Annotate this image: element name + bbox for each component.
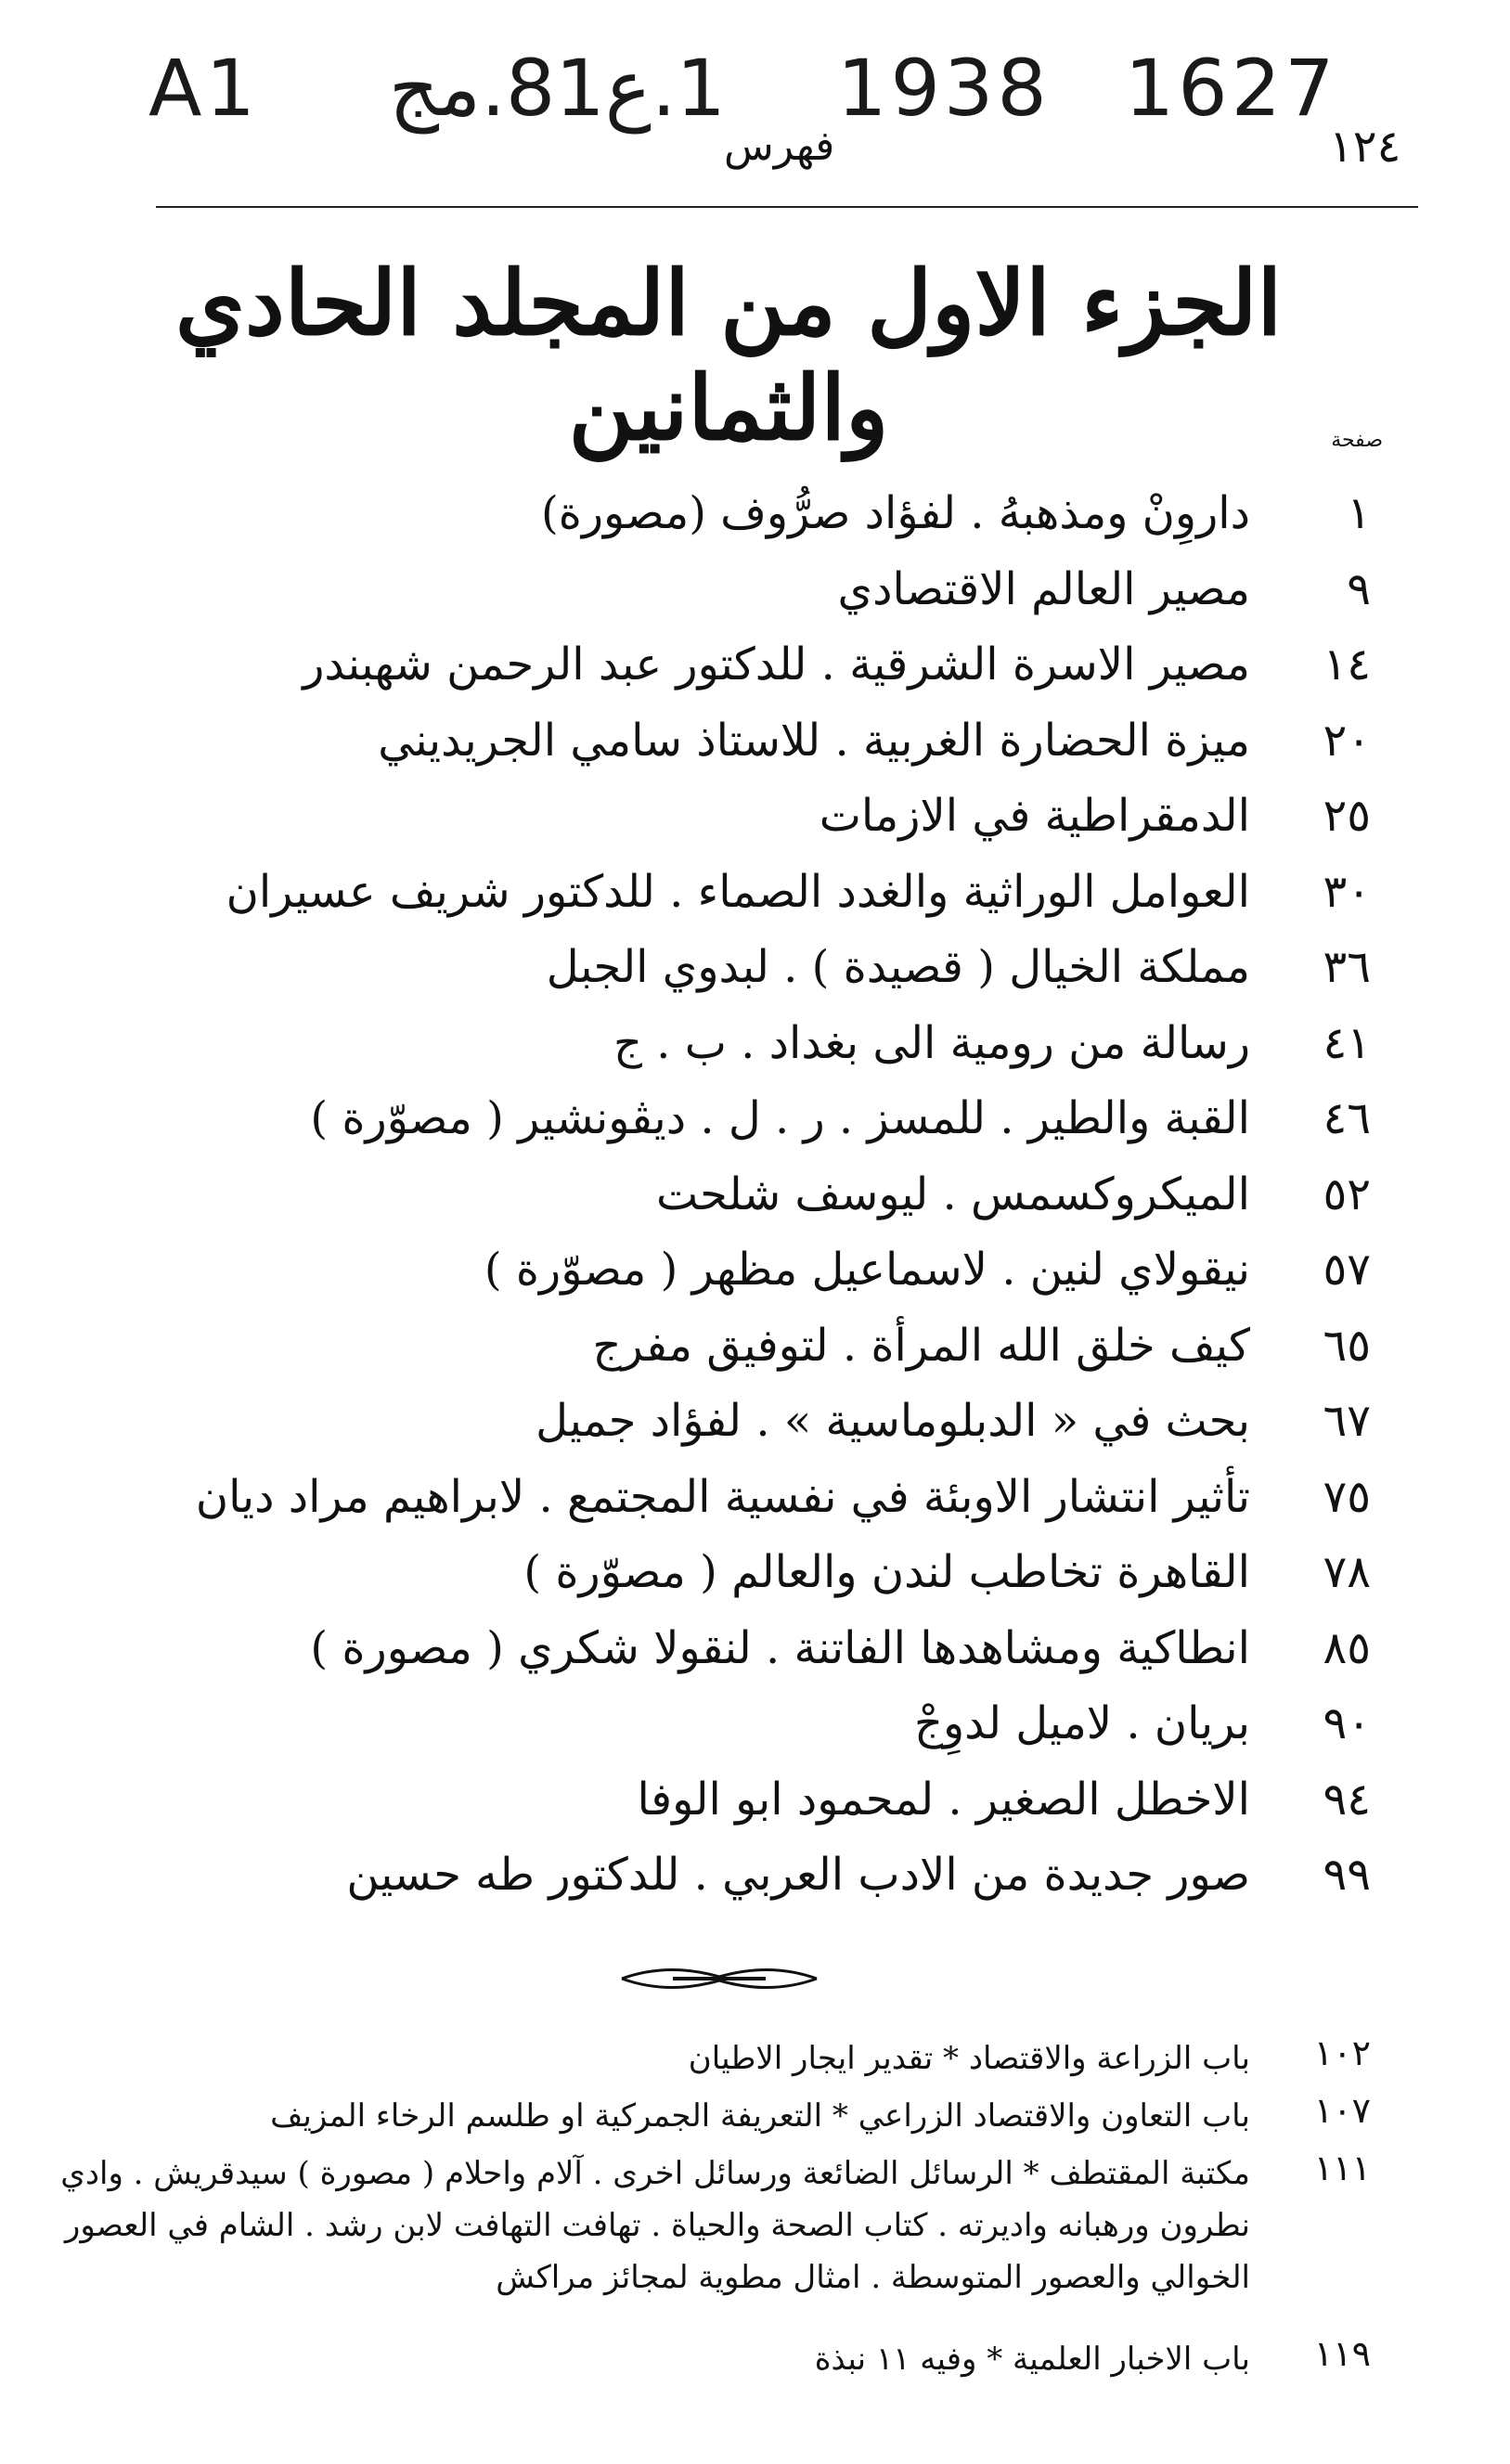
section-page: ١١١	[1313, 2148, 1371, 2188]
toc-title: مصير العالم الاقتصادي	[837, 562, 1250, 615]
toc-title: القاهرة تخاطب لندن والعالم ( مصوّرة )	[523, 1546, 1250, 1598]
toc-title: العوامل الوراثية والغدد الصماء . للدكتور شريف عسيران	[226, 865, 1250, 918]
toc-entry	[0, 1471, 1510, 1547]
page-number: ١٢٤	[1329, 121, 1401, 173]
toc-page: ٥٢	[1323, 1167, 1371, 1220]
toc-entry	[0, 790, 1510, 866]
toc-title: الميكروكسمس . ليوسف شلحت	[655, 1167, 1250, 1220]
section-page: ١٠٢	[1313, 2032, 1371, 2073]
toc-entry	[0, 487, 1510, 563]
toc-title: صور جديدة من الادب العربي . للدكتور طه حسين	[346, 1849, 1250, 1901]
toc-page: ٦٧	[1323, 1395, 1371, 1447]
toc-entry	[0, 1622, 1510, 1698]
section-divider-ornament	[617, 1960, 821, 1997]
section-title: مكتبة المقتطف * الرسائل الضائعة ورسائل اخرى . آلام واحلام ( مصورة ) سيدقريش . وادي نطرون ورهبانه واديرته . كتاب الصحة والحياة . تهافت التهافت لابن رشد . الشام في العصور الخوالي والعصور المتوسطة . امثال مطوية لمجائز مراكش	[60, 2155, 1250, 2296]
toc-heading: الجزء الاول من المجلد الحادي والثمانين	[174, 251, 1283, 460]
toc-title: رسالة من رومية الى بغداد . ب . ج	[613, 1016, 1250, 1069]
toc-entry	[0, 1697, 1510, 1774]
toc-title: القبة والطير . للمسز . ر . ل . ديڤونشير ( مصوّرة )	[310, 1092, 1250, 1144]
section-title: باب الزراعة والاقتصاد * تقدير ايجار الاطيان	[688, 2040, 1250, 2077]
page-column-label: صفحة	[1331, 429, 1383, 452]
toc-title: بريان . لاميل لدوِجْ	[913, 1697, 1250, 1749]
toc-page: ٢٥	[1323, 790, 1371, 842]
toc-page: ٣٦	[1323, 941, 1371, 993]
toc-title: داروِنْ ومذهبهُ . لفؤاد صرُّوف (مصورة)	[541, 487, 1250, 539]
toc-page: ١	[1347, 487, 1371, 539]
section-page: ١٠٧	[1313, 2090, 1371, 2131]
toc-title: تأثير انتشار الاوبئة في نفسية المجتمع . لابراهيم مراد ديان	[195, 1470, 1250, 1523]
section-entry	[0, 2090, 1510, 2148]
running-title: فهرس	[724, 123, 835, 170]
section-entry	[0, 2148, 1510, 2333]
toc-page: ٣٠	[1323, 865, 1371, 918]
toc-entry	[0, 866, 1510, 942]
toc-page: ٨٥	[1323, 1621, 1371, 1674]
toc-title: مصير الاسرة الشرقية . للدكتور عبد الرحمن شهبندر	[303, 639, 1250, 690]
toc-entry	[0, 1244, 1510, 1320]
toc-entry	[0, 1168, 1510, 1245]
toc-entry	[0, 1849, 1510, 1925]
toc-entry	[0, 941, 1510, 1017]
toc-page: ٢٠	[1323, 714, 1371, 767]
toc-entry	[0, 1395, 1510, 1471]
toc-page: ٩	[1347, 562, 1371, 615]
toc-page: ٤٦	[1323, 1092, 1371, 1144]
toc-entry	[0, 1774, 1510, 1850]
toc-page: ١٤	[1323, 639, 1371, 690]
toc-entry	[0, 715, 1510, 791]
page-header	[0, 119, 1510, 193]
section-entry	[0, 2333, 1510, 2389]
toc-page: ٤١	[1323, 1016, 1371, 1069]
section-title: باب التعاون والاقتصاد الزراعي * التعريفة الجمركية او طلسم الرخاء المزيف	[270, 2097, 1250, 2135]
toc-title: الاخطل الصغير . لمحمود ابو الوفا	[637, 1773, 1250, 1825]
section-page: ١١٩	[1313, 2333, 1371, 2374]
toc-title: نيقولاي لنين . لاسماعيل مظهر ( مصوّرة )	[484, 1244, 1250, 1296]
toc-entry	[0, 1546, 1510, 1622]
handwritten-year: 1938	[837, 43, 1051, 134]
toc-title: ميزة الحضارة الغربية . للاستاذ سامي الجريديني	[378, 714, 1250, 767]
toc-page: ٩٤	[1323, 1773, 1371, 1825]
toc-entry	[0, 563, 1510, 639]
toc-entry	[0, 1017, 1510, 1093]
toc-page: ٦٥	[1323, 1319, 1371, 1372]
toc-page: ٥٧	[1323, 1244, 1371, 1296]
section-title: باب الاخبار العلمية * وفيه ١١ نبذة	[814, 2341, 1250, 2378]
sections-list	[0, 2032, 1510, 2389]
toc-page: ٩٠	[1323, 1697, 1371, 1749]
header-rule	[156, 206, 1418, 208]
toc-page: ٧٨	[1323, 1546, 1371, 1598]
toc-entry	[0, 639, 1510, 715]
toc-list	[0, 487, 1510, 1925]
toc-title: الدمقراطية في الازمات	[819, 790, 1250, 842]
toc-entry	[0, 1320, 1510, 1396]
toc-title: انطاكية ومشاهدها الفاتنة . لنقولا شكري ( مصورة )	[310, 1621, 1250, 1674]
toc-entry	[0, 1092, 1510, 1168]
toc-title: بحث في « الدبلوماسية » . لفؤاد جميل	[536, 1395, 1250, 1447]
toc-title: مملكة الخيال ( قصيدة ) . لبدوي الجبل	[546, 941, 1250, 993]
toc-page: ٧٥	[1323, 1470, 1371, 1523]
section-entry	[0, 2032, 1510, 2090]
handwritten-code: A1	[148, 43, 259, 134]
toc-page: ٩٩	[1323, 1849, 1371, 1901]
handwritten-number: 1627	[1124, 43, 1338, 134]
toc-title: كيف خلق الله المرأة . لتوفيق مفرج	[592, 1319, 1250, 1372]
handwritten-issue: 1.ع81.مج	[388, 43, 726, 134]
